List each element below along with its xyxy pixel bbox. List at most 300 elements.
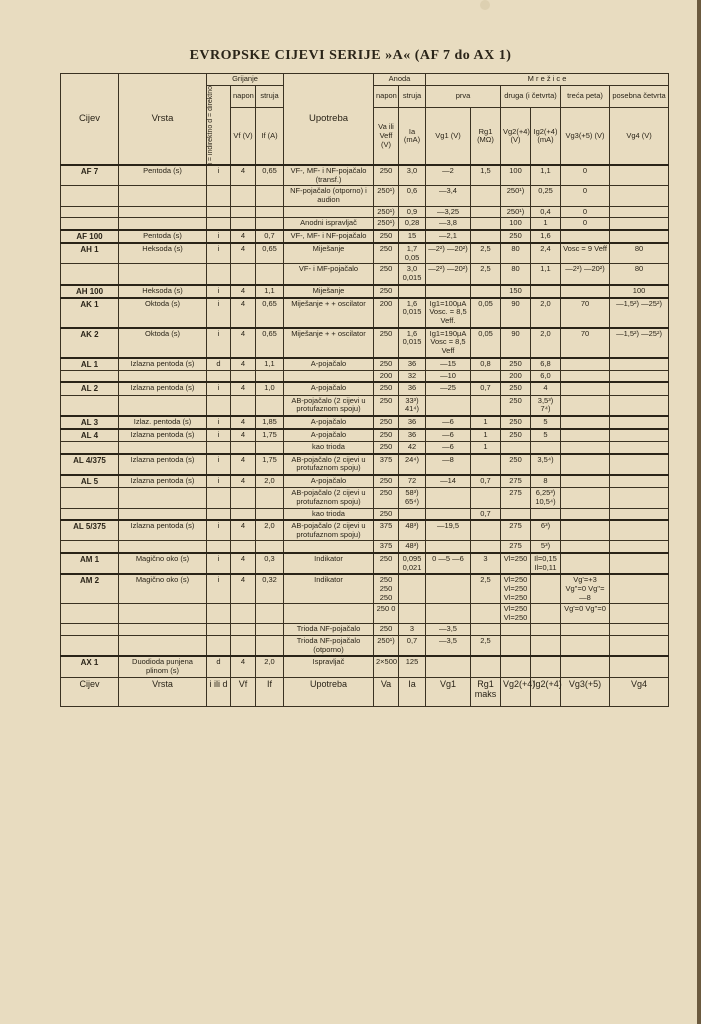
grid1-resistor <box>471 395 501 416</box>
grid2-voltage: 250 <box>501 429 531 442</box>
grid1-resistor <box>471 541 501 553</box>
anode-current: 72 <box>399 475 426 488</box>
grid3-voltage: 0 <box>561 218 610 230</box>
grid3-voltage <box>561 442 610 454</box>
heater-current <box>256 186 284 206</box>
tube-name <box>61 488 119 508</box>
tube-kind <box>119 395 207 416</box>
anode-current: 0,6 <box>399 186 426 206</box>
heater-current: 1,1 <box>256 358 284 371</box>
grid2-current: 1,6 <box>531 230 561 243</box>
heater-current: 0,7 <box>256 230 284 243</box>
table-header <box>61 74 669 166</box>
grid1-resistor: 0,7 <box>471 475 501 488</box>
usage: VF-, MF- i NF-pojačalo (transf.) <box>284 165 374 186</box>
header-struja: struja <box>256 85 284 108</box>
table-row <box>61 165 669 186</box>
grid2-voltage: 250 <box>501 382 531 395</box>
heater-current <box>256 488 284 508</box>
anode-voltage: 250 <box>374 553 399 574</box>
tube-kind: Izlazna pentoda (s) <box>119 429 207 442</box>
usage <box>284 206 374 218</box>
heating-type <box>207 488 231 508</box>
tube-name: AL 2 <box>61 382 119 395</box>
grid3-voltage <box>561 285 610 298</box>
grid4-voltage <box>610 541 669 553</box>
page-title: EVROPSKE CIJEVI SERIJE »A« (AF 7 do AX 1) <box>189 48 512 63</box>
table-row <box>61 370 669 382</box>
tube-kind: Izlazna pentoda (s) <box>119 454 207 475</box>
grid4-voltage <box>610 416 669 429</box>
heater-current <box>256 541 284 553</box>
grid1-voltage <box>426 574 471 603</box>
grid3-voltage <box>561 656 610 677</box>
anode-current: 0,28 <box>399 218 426 230</box>
tube-name <box>61 508 119 520</box>
heater-current: 1,85 <box>256 416 284 429</box>
table-row <box>61 186 669 206</box>
tube-kind: Izlazna pentoda (s) <box>119 520 207 541</box>
grid2-voltage: 90 <box>501 328 531 358</box>
grid2-current: 3,5⁴) <box>531 454 561 475</box>
table-row <box>61 218 669 230</box>
table-row <box>61 508 669 520</box>
footer-upotreba: Upotreba <box>284 677 374 706</box>
anode-current: 1,6 0,015 <box>399 298 426 328</box>
grid4-voltage <box>610 165 669 186</box>
tube-name: AK 2 <box>61 328 119 358</box>
tube-name: AF 100 <box>61 230 119 243</box>
grid2-current: 1,1 <box>531 264 561 285</box>
header-druga: druga (i četvrta) <box>501 85 561 108</box>
grid1-voltage: —2²) —20²) <box>426 243 471 264</box>
heater-voltage: 4 <box>231 553 256 574</box>
anode-current: 125 <box>399 656 426 677</box>
grid1-voltage: Ig1=100μA Vosc. = 8,5 Veff. <box>426 298 471 328</box>
grid4-voltage <box>610 395 669 416</box>
tube-name <box>61 206 119 218</box>
grid1-voltage: —3,4 <box>426 186 471 206</box>
footer-va: Va <box>374 677 399 706</box>
usage: A-pojačalo <box>284 475 374 488</box>
tube-kind <box>119 370 207 382</box>
grid1-voltage: —3,5 <box>426 636 471 657</box>
anode-voltage: 250 <box>374 285 399 298</box>
heater-voltage: 4 <box>231 429 256 442</box>
grid2-voltage: 250 <box>501 395 531 416</box>
anode-voltage: 250 <box>374 328 399 358</box>
grid2-voltage: 275 <box>501 488 531 508</box>
heater-voltage: 4 <box>231 520 256 541</box>
heater-voltage: 4 <box>231 243 256 264</box>
anode-current: 3,0 <box>399 165 426 186</box>
heater-voltage <box>231 442 256 454</box>
heater-current: 2,0 <box>256 475 284 488</box>
anode-current: 36 <box>399 429 426 442</box>
tube-name: AX 1 <box>61 656 119 677</box>
grid2-current: 0,25 <box>531 186 561 206</box>
table-row <box>61 624 669 636</box>
heater-current <box>256 442 284 454</box>
header-vg3: Vg3(+5) (V) <box>561 108 610 165</box>
grid1-resistor <box>471 454 501 475</box>
header-vrsta: Vrsta <box>119 74 207 166</box>
tube-kind <box>119 508 207 520</box>
heater-voltage <box>231 264 256 285</box>
table-row <box>61 475 669 488</box>
heating-type <box>207 624 231 636</box>
grid2-current: 5 <box>531 429 561 442</box>
grid4-voltage: 100 <box>610 285 669 298</box>
grid4-voltage: —1,5²) —25²) <box>610 298 669 328</box>
grid4-voltage <box>610 206 669 218</box>
grid4-voltage <box>610 475 669 488</box>
grid4-voltage <box>610 218 669 230</box>
grid3-voltage <box>561 370 610 382</box>
tube-name: AL 4/375 <box>61 454 119 475</box>
heater-current: 0,65 <box>256 328 284 358</box>
usage: NF-pojačalo (otporno) i audion <box>284 186 374 206</box>
tube-kind: Duodioda punjena plinom (s) <box>119 656 207 677</box>
anode-voltage: 250 <box>374 243 399 264</box>
anode-current: 36 <box>399 382 426 395</box>
grid2-voltage: 80 <box>501 243 531 264</box>
grid1-resistor: 1 <box>471 442 501 454</box>
tube-name: AK 1 <box>61 298 119 328</box>
tube-name <box>61 370 119 382</box>
usage: A-pojačalo <box>284 416 374 429</box>
grid1-voltage <box>426 604 471 624</box>
table-row <box>61 429 669 442</box>
header-cijev: Cijev <box>61 74 119 166</box>
anode-current: 32 <box>399 370 426 382</box>
grid2-current: 6,8 <box>531 358 561 371</box>
grid1-voltage: —19,5 <box>426 520 471 541</box>
grid2-current <box>531 604 561 624</box>
grid3-voltage <box>561 454 610 475</box>
heating-type <box>207 541 231 553</box>
grid4-voltage <box>610 429 669 442</box>
grid4-voltage <box>610 624 669 636</box>
header-napon: napon <box>231 85 256 108</box>
grid1-voltage <box>426 285 471 298</box>
table-row <box>61 604 669 624</box>
anode-voltage: 250¹) <box>374 218 399 230</box>
heater-voltage: 4 <box>231 328 256 358</box>
heater-current: 0,65 <box>256 165 284 186</box>
grid1-resistor: 1 <box>471 429 501 442</box>
grid4-voltage <box>610 186 669 206</box>
usage: A-pojačalo <box>284 382 374 395</box>
grid1-resistor: 0,05 <box>471 328 501 358</box>
grid2-current: 0,4 <box>531 206 561 218</box>
grid3-voltage: 0 <box>561 165 610 186</box>
grid2-voltage: 250¹) <box>501 206 531 218</box>
grid3-voltage <box>561 624 610 636</box>
table-row <box>61 395 669 416</box>
grid4-voltage <box>610 358 669 371</box>
tube-kind <box>119 186 207 206</box>
grid1-voltage: 0 —5 —6 <box>426 553 471 574</box>
heater-voltage: 4 <box>231 382 256 395</box>
tube-name <box>61 636 119 657</box>
grid1-resistor <box>471 206 501 218</box>
header-anoda-napon: napon <box>374 85 399 108</box>
header-va: Va ili Veff (V) <box>374 108 399 165</box>
heater-voltage <box>231 206 256 218</box>
table-row <box>61 230 669 243</box>
page-edge <box>697 0 701 1024</box>
grid3-voltage <box>561 382 610 395</box>
usage: AB-pojačalo (2 cijevi u protufaznom spoju) <box>284 520 374 541</box>
grid1-resistor <box>471 520 501 541</box>
usage: Indikator <box>284 553 374 574</box>
grid3-voltage: 0 <box>561 186 610 206</box>
heater-voltage: 4 <box>231 298 256 328</box>
table-footer <box>61 677 669 706</box>
anode-voltage: 250 <box>374 624 399 636</box>
grid2-current: 1,1 <box>531 165 561 186</box>
grid2-voltage <box>501 656 531 677</box>
grid3-voltage <box>561 395 610 416</box>
table-row <box>61 520 669 541</box>
table-row <box>61 382 669 395</box>
grid2-current: 2,0 <box>531 328 561 358</box>
heater-voltage <box>231 541 256 553</box>
grid1-resistor: 2,5 <box>471 574 501 603</box>
heater-voltage: 4 <box>231 358 256 371</box>
grid2-voltage <box>501 624 531 636</box>
heating-type <box>207 186 231 206</box>
tube-kind <box>119 541 207 553</box>
anode-current <box>399 508 426 520</box>
anode-current: 42 <box>399 442 426 454</box>
usage: Trioda NF-pojačalo (otporno) <box>284 636 374 657</box>
grid1-resistor <box>471 370 501 382</box>
anode-voltage: 250¹) <box>374 186 399 206</box>
heating-type <box>207 370 231 382</box>
tube-name: AL 5/375 <box>61 520 119 541</box>
usage: kao trioda <box>284 442 374 454</box>
table-row <box>61 488 669 508</box>
grid2-voltage: 150 <box>501 285 531 298</box>
grid2-voltage: 275 <box>501 520 531 541</box>
usage: Anodni ispravljač <box>284 218 374 230</box>
grid2-current: 2,0 <box>531 298 561 328</box>
heating-type: i <box>207 230 231 243</box>
heater-current <box>256 636 284 657</box>
anode-voltage: 250 <box>374 382 399 395</box>
header-vg2: Vg2(+4) (V) <box>501 108 531 165</box>
anode-current: 3,0 0,015 <box>399 264 426 285</box>
anode-current: 33³) 41⁴) <box>399 395 426 416</box>
grid2-voltage: 80 <box>501 264 531 285</box>
table-row <box>61 454 669 475</box>
heater-current <box>256 206 284 218</box>
grid2-voltage: 250 <box>501 454 531 475</box>
heating-type: i <box>207 165 231 186</box>
grid3-voltage <box>561 429 610 442</box>
grid3-voltage: 0 <box>561 206 610 218</box>
footer-vrsta: Vrsta <box>119 677 207 706</box>
table-body <box>61 165 669 677</box>
grid4-voltage <box>610 553 669 574</box>
footer-vg3: Vg3(+5) <box>561 677 610 706</box>
heating-type <box>207 395 231 416</box>
grid2-voltage: Vl=250 Vl=250 <box>501 604 531 624</box>
usage: VF-, MF- i NF-pojačalo <box>284 230 374 243</box>
heater-voltage: 4 <box>231 656 256 677</box>
heater-current: 0,65 <box>256 298 284 328</box>
heater-current <box>256 264 284 285</box>
heater-current: 0,3 <box>256 553 284 574</box>
grid3-voltage <box>561 358 610 371</box>
grid1-voltage: —25 <box>426 382 471 395</box>
grid1-voltage: —8 <box>426 454 471 475</box>
usage: AB-pojačalo (2 cijevi u protufaznom spoju) <box>284 488 374 508</box>
table-row <box>61 206 669 218</box>
usage <box>284 604 374 624</box>
grid2-voltage: 250 <box>501 358 531 371</box>
grid1-resistor <box>471 218 501 230</box>
anode-current: 1,6 0,015 <box>399 328 426 358</box>
table-row <box>61 541 669 553</box>
tube-name: AL 4 <box>61 429 119 442</box>
grid1-voltage: Ig1=190μA Vosc = 8,5 Veff <box>426 328 471 358</box>
grid2-voltage <box>501 508 531 520</box>
tube-kind: Heksoda (s) <box>119 285 207 298</box>
heater-voltage: 4 <box>231 230 256 243</box>
table-row <box>61 574 669 603</box>
usage: A-pojačalo <box>284 358 374 371</box>
anode-voltage: 250 250 250 <box>374 574 399 603</box>
grid1-resistor <box>471 624 501 636</box>
grid2-current: 8 <box>531 475 561 488</box>
grid2-current <box>531 442 561 454</box>
footer-vg4: Vg4 <box>610 677 669 706</box>
grid1-resistor: 3 <box>471 553 501 574</box>
grid3-voltage <box>561 488 610 508</box>
heater-current <box>256 218 284 230</box>
grid2-voltage: 275 <box>501 475 531 488</box>
grid3-voltage <box>561 475 610 488</box>
anode-voltage: 250 <box>374 395 399 416</box>
anode-voltage: 200 <box>374 298 399 328</box>
heater-current: 1,75 <box>256 429 284 442</box>
grid2-voltage <box>501 636 531 657</box>
heater-voltage: 4 <box>231 454 256 475</box>
grid3-voltage <box>561 508 610 520</box>
header-upotreba: Upotreba <box>284 74 374 166</box>
heater-current: 1,75 <box>256 454 284 475</box>
anode-voltage: 375 <box>374 541 399 553</box>
grid2-current <box>531 656 561 677</box>
footer-vg2: Vg2(+4) <box>501 677 531 706</box>
tube-kind: Izlaz. pentoda (s) <box>119 416 207 429</box>
header-vg1: Vg1 (V) <box>426 108 471 165</box>
tube-name: AL 3 <box>61 416 119 429</box>
footer-vf: Vf <box>231 677 256 706</box>
heater-voltage: 4 <box>231 416 256 429</box>
anode-current: 58³) 65⁴) <box>399 488 426 508</box>
grid2-voltage: 100 <box>501 218 531 230</box>
grid1-resistor <box>471 186 501 206</box>
anode-current: 15 <box>399 230 426 243</box>
grid2-current: 6,0 <box>531 370 561 382</box>
tube-kind: Magično oko (s) <box>119 553 207 574</box>
table-row <box>61 416 669 429</box>
header-treca: treća peta) <box>561 85 610 108</box>
paper-stain <box>480 0 490 10</box>
grid4-voltage <box>610 442 669 454</box>
tube-name: AM 2 <box>61 574 119 603</box>
grid1-resistor: 0,05 <box>471 298 501 328</box>
header-indirektno: i = indirektno d = direktno <box>207 85 214 165</box>
grid1-voltage: —6 <box>426 429 471 442</box>
tube-kind: Izlazna pentoda (s) <box>119 475 207 488</box>
anode-voltage: 250 <box>374 358 399 371</box>
footer-cijev: Cijev <box>61 677 119 706</box>
usage: Miješanje + + oscilator <box>284 298 374 328</box>
grid2-current: 3,5³) 7⁴) <box>531 395 561 416</box>
anode-voltage: 250 <box>374 230 399 243</box>
table-row <box>61 656 669 677</box>
table-row <box>61 264 669 285</box>
grid1-voltage <box>426 395 471 416</box>
grid4-voltage <box>610 656 669 677</box>
grid1-resistor: 0,7 <box>471 382 501 395</box>
anode-voltage: 250 <box>374 416 399 429</box>
heating-type: i <box>207 243 231 264</box>
header-grijanje: Grijanje <box>207 74 284 86</box>
heater-voltage <box>231 488 256 508</box>
anode-current: 36 <box>399 358 426 371</box>
anode-voltage: 2×500 <box>374 656 399 677</box>
grid1-resistor: 0,8 <box>471 358 501 371</box>
heating-type: i <box>207 328 231 358</box>
anode-current: 3 <box>399 624 426 636</box>
tube-name <box>61 604 119 624</box>
heater-voltage <box>231 508 256 520</box>
heater-voltage <box>231 624 256 636</box>
anode-current: 0,7 <box>399 636 426 657</box>
anode-voltage: 375 <box>374 454 399 475</box>
grid2-current <box>531 574 561 603</box>
heating-type: i <box>207 574 231 603</box>
heating-type: d <box>207 358 231 371</box>
tube-kind: Izlazna pentoda (s) <box>119 358 207 371</box>
footer-ia: Ia <box>399 677 426 706</box>
heating-type: d <box>207 656 231 677</box>
header-vg4: Vg4 (V) <box>610 108 669 165</box>
grid1-voltage: —15 <box>426 358 471 371</box>
grid1-voltage <box>426 488 471 508</box>
grid2-current: 2,4 <box>531 243 561 264</box>
tube-name: AL 1 <box>61 358 119 371</box>
usage: VF- i MF-pojačalo <box>284 264 374 285</box>
tube-kind <box>119 218 207 230</box>
tube-name: AL 5 <box>61 475 119 488</box>
tube-name <box>61 264 119 285</box>
tube-kind: Oktoda (s) <box>119 298 207 328</box>
heater-voltage: 4 <box>231 574 256 603</box>
tube-name: AH 100 <box>61 285 119 298</box>
grid2-current: 4 <box>531 382 561 395</box>
usage: Miješanje <box>284 243 374 264</box>
grid1-voltage: —10 <box>426 370 471 382</box>
grid2-current: Il=0,15 Il=0,11 <box>531 553 561 574</box>
anode-voltage: 200 <box>374 370 399 382</box>
